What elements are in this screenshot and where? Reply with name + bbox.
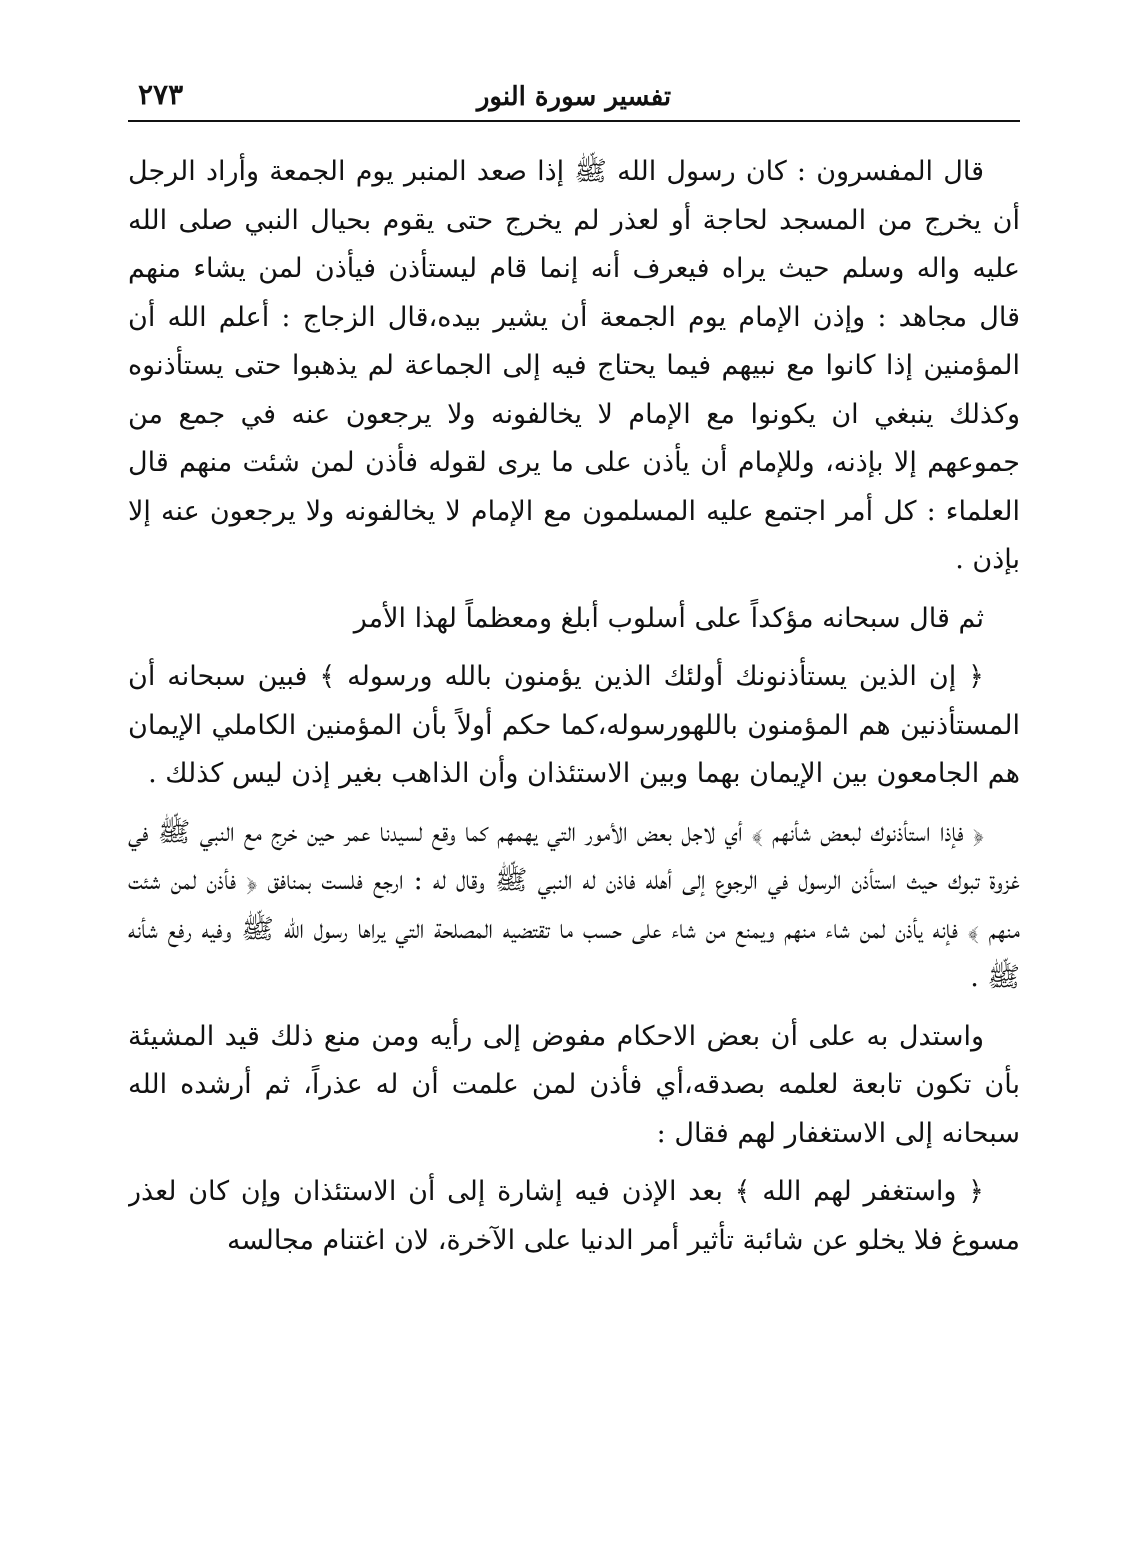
paragraph: ﴿ واستغفر لهم الله ﴾ بعد الإذن فيه إشارة إلى أن الاستئذان وإن كان لعذر مسوغ فلا يخلو عن شائبة تأثير أمر الدنيا على الآخرة، لان اغتنام مجالسه xyxy=(128,1176,1020,1256)
document-page xyxy=(128,78,1020,1548)
paragraph: واستدل به على أن بعض الاحكام مفوض إلى رأيه ومن منع ذلك قيد المشيئة بأن تكون تابعة لعلمه بصدقه،أي فأذن لمن علمت أن له عذراً، ثم أرشده الله سبحانه إلى الاستغفار لهم فقال : xyxy=(128,1020,1020,1149)
paragraph: ﴿ فإذا استأذنوك لبعض شأنهم ﴾ أي لاجل بعض الأمور التي يهمهم كما وقع لسيدنا عمر حين خرج مع النبي ﷺ في غزوة تبوك حيث استأذن الرسول في الرجوع إلى أهله فاذن له النبي ﷺ وقال له : ارجع فلست بمنافق ﴿ فأذن لمن شئت منهم ﴾ فإنه يأذن لمن شاء منهم ويمنع من شاء على حسب ما تقتضيه المصلحة التي يراها رسول الله ﷺ وفيه رفع شأنه ﷺ . xyxy=(128,816,1020,993)
paragraph: ﴿ إن الذين يستأذنونك أولئك الذين يؤمنون بالله ورسوله ﴾ فبين سبحانه أن المستأذنين هم المؤمنون باللهورسوله،كما حكم أولاً بأن المؤمنين الكاملي الإيمان هم الجامعون بين الإيمان بهما وبين الاستئذان وأن الذاهب بغير إذن ليس كذلك . xyxy=(128,661,1020,789)
body-text xyxy=(128,148,1020,1265)
running-title: تفسير سورة النور xyxy=(476,82,672,112)
paragraph: قال المفسرون : كان رسول الله ﷺ إذا صعد المنبر يوم الجمعة وأراد الرجل أن يخرج من المسجد لحاجة أو لعذر لم يخرج حتى يقوم بحيال النبي صلى الله عليه واله وسلم حيث يراه فيعرف أنه إنما قام ليستأذن فيأذن لمن يشاء منهم قال مجاهد : وإذن الإمام يوم الجمعة أن يشير بيده،قال الزجاج : أعلم الله أن المؤمنين إذا كانوا مع نبيهم فيما يحتاج فيه إلى الجماعة لم يذهبوا حتى يستأذنوه وكذلك ينبغي ان يكونوا مع الإمام لا يخالفونه ولا يرجعون عنه في جمع من جموعهم إلا بإذنه، وللإمام أن يأذن على ما يرى لقوله فأذن لمن شئت منهم قال العلماء : كل أمر اجتمع عليه المسلمون مع الإمام لا يخالفونه ولا يرجعون عنه إلا بإذن . xyxy=(128,156,1020,575)
page-number: ٢٧٣ xyxy=(138,78,184,111)
paragraph: ثم قال سبحانه مؤكداً على أسلوب أبلغ ومعظماً لهذا الأمر xyxy=(353,602,984,634)
header-rule xyxy=(128,120,1020,122)
page-header xyxy=(128,78,1020,118)
